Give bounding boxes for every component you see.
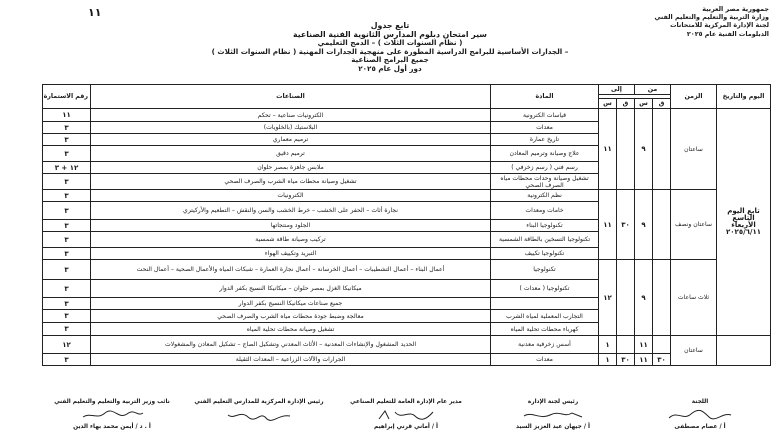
- header-to: إلى: [599, 85, 635, 95]
- subject-cell: قياسات الكترونية: [491, 109, 599, 122]
- handwritten-signature: [224, 408, 294, 422]
- to-hour-cell: ١: [599, 354, 617, 366]
- from-hour-cell: ٩: [635, 260, 653, 336]
- from-minute-cell: ٣٠: [653, 354, 671, 366]
- signatory-name: أ . د / أيمن محمد بهاء الدين: [73, 424, 151, 430]
- signature-block: [42, 399, 770, 430]
- handwritten-signature: [371, 408, 441, 422]
- signature-central-head: [189, 399, 329, 430]
- signatory-name: أ / عصام مصطفى: [674, 424, 726, 430]
- craft-cell: البلاستيك (بالخلويات): [91, 122, 491, 134]
- subject-cell: نظم الكترونية: [491, 190, 599, 202]
- signature-committee-head: [483, 399, 623, 430]
- craft-cell: التبريد وتكييف الهواء: [91, 248, 491, 260]
- from-minute-cell: [653, 190, 671, 260]
- schedule-table: [42, 84, 771, 366]
- header-time: الزمن: [671, 85, 717, 109]
- signature-role: مدير عام الإدارة العامة للتعليم الصناعي: [350, 399, 462, 405]
- ministry-header: [589, 5, 769, 38]
- title-line: تابع جدول: [370, 21, 410, 30]
- form-number-cell: ٣: [43, 190, 91, 202]
- subject-cell: تكنولوجيا التسخين بالطاقة الشمسية: [491, 232, 599, 248]
- header-line: الدبلومات الفنية عام ٢٠٢٥: [686, 29, 769, 38]
- form-number-cell: ٣: [43, 202, 91, 220]
- header-from: من: [635, 85, 671, 95]
- header-to-minute: ق: [617, 99, 635, 109]
- form-number-cell: ٣: [43, 280, 91, 298]
- header-form-number: رقم الاستمارة: [43, 85, 91, 109]
- form-number-cell: ٣: [43, 174, 91, 190]
- to-hour-cell: ١: [599, 336, 617, 354]
- header-day-date: اليوم والتاريخ: [717, 85, 771, 109]
- craft-cell: تشغيل وصيانة محطات مياه الشرب والصرف الصحي: [91, 174, 491, 190]
- time-cell: ساعتان: [671, 109, 717, 190]
- to-minute-cell: [617, 109, 635, 190]
- signature-role: رئيس لجنة الإدارة: [527, 399, 579, 405]
- subject-cell: [491, 298, 599, 310]
- form-number-cell: ٣: [43, 248, 91, 260]
- form-number-cell: ١٢: [43, 336, 91, 354]
- craft-cell: الكترونيات صناعية – تحكم: [91, 109, 491, 122]
- subject-cell: تكنولوجيا ( معدات ): [491, 280, 599, 298]
- from-hour-cell: ٩: [635, 190, 653, 260]
- from-hour-cell: ١١: [635, 354, 653, 366]
- subject-cell: تاريخ عمارة: [491, 134, 599, 146]
- craft-cell: نجارة أثاث – الحفر على الخشب – خرط الخشب والسن والنقش – التطعيم والأركيتري: [91, 202, 491, 220]
- form-number-cell: ٣: [43, 260, 91, 280]
- to-hour-cell: ١٢: [599, 260, 617, 336]
- to-minute-cell: [617, 336, 635, 354]
- from-hour-cell: ١١: [635, 336, 653, 354]
- craft-cell: الحديد المشغول والإنشاءات المعدنية – الأثاث المعدني وتشكيل الصاج – تشكيل المعادن والمشغولات: [91, 336, 491, 354]
- form-number-cell: ٣: [43, 232, 91, 248]
- title-line: سير امتحان دبلوم المدارس الثانوية الفنية الصناعية: [293, 29, 487, 39]
- signatory-name: أ / أماني قرني إبراهيم: [373, 424, 439, 430]
- subject-cell: معدات: [491, 122, 599, 134]
- header-subject: المادة: [491, 85, 599, 109]
- title-line: – الجدارات الأساسية للبرامج الدراسية المطورة على منهجية الجدارات المهنية ( نظام السنوات الثلاث ): [211, 46, 569, 56]
- header-to-hour: س: [599, 99, 617, 109]
- form-number-cell: ٣: [43, 146, 91, 162]
- title-line: دور أول عام ٢٠٢٥: [358, 63, 422, 73]
- signatory-name: أ / جيهان عبد العزيز السيد: [516, 424, 590, 430]
- subject-cell: تكنولوجيا البناء: [491, 220, 599, 232]
- from-minute-cell: [653, 260, 671, 336]
- from-minute-cell: [653, 109, 671, 190]
- subject-cell: كهرباء محطات تحلية المياه: [491, 323, 599, 336]
- header-line: لجنة الإدارة المركزية للامتحانات: [670, 21, 769, 30]
- subject-cell: أسس زخرفية معدنية: [491, 336, 599, 354]
- craft-cell: ملابس جاهزة بمصر حلوان: [91, 162, 491, 174]
- craft-cell: ترميم معماري: [91, 134, 491, 146]
- header-line: وزارة التربية والتعليم والتعليم الفني: [654, 13, 769, 22]
- to-hour-cell: ١١: [599, 109, 617, 190]
- page-number: ١١: [88, 6, 102, 19]
- from-hour-cell: ٩: [635, 109, 653, 190]
- signature-role: اللجنة: [691, 399, 709, 405]
- subject-cell: علاج وصيانة وترميم المعادن: [491, 146, 599, 162]
- form-number-cell: ١١: [43, 109, 91, 122]
- title-line: جميع البرامج الصناعية: [351, 55, 429, 65]
- craft-cell: معالجة وضبط جودة محطات مياه الشرب والصرف الصحي: [91, 310, 491, 323]
- signature-general-director: [336, 399, 476, 430]
- header-crafts: الصناعات: [91, 85, 491, 109]
- craft-cell: ميكانيكا الغزل بمصر حلوان – ميكانيكا النسيج بكفر الدوار: [91, 280, 491, 298]
- subject-cell: تكنولوجيا: [491, 260, 599, 280]
- craft-cell: ترميم دقيق: [91, 146, 491, 162]
- form-number-cell: ٣: [43, 310, 91, 323]
- header-line: جمهورية مصر العربية: [702, 5, 769, 13]
- craft-cell: أعمال البناء – أعمال التشطيبات – أعمال الخرسانة – أعمال نجارة العمارة – شبكات المياه والأعمال الصحية – أعمال النحت: [91, 260, 491, 280]
- craft-cell: الجلود ومنتجاتها: [91, 220, 491, 232]
- subject-cell: رسم فني ( رسم زخرفي ): [491, 162, 599, 174]
- signature-role: نائب وزير التربية والتعليم والتعليم الفني: [54, 399, 170, 405]
- subject-cell: تكنولوجيا تكييف: [491, 248, 599, 260]
- handwritten-signature: [518, 408, 588, 422]
- from-minute-cell: [653, 336, 671, 354]
- form-number-cell: ٣: [43, 122, 91, 134]
- time-cell: ساعتان ونصف: [671, 190, 717, 260]
- subject-cell: تشغيل وصيانة وحدات محطات مياه الصرف الصحي: [491, 174, 599, 190]
- handwritten-signature: [665, 408, 735, 422]
- signature-role: رئيس الإدارة المركزية للمدارس التعليم الفني: [194, 399, 324, 405]
- subject-cell: التجارب المعملية لمياه الشرب: [491, 310, 599, 323]
- time-cell: ثلاث ساعات: [671, 260, 717, 336]
- document-titles: [175, 22, 605, 74]
- form-number-cell: ١٢ + ٣: [43, 162, 91, 174]
- handwritten-signature: [77, 408, 147, 422]
- craft-cell: جميع صناعات ميكانيكا النسيج بكفر الدوار: [91, 298, 491, 310]
- day-continuation-cell: [717, 336, 771, 366]
- signature-deputy-minister: [42, 399, 182, 430]
- form-number-cell: ٣: [43, 298, 91, 310]
- craft-cell: تشغيل وصيانة محطات تحلية المياه: [91, 323, 491, 336]
- header-from-minute: ق: [653, 99, 671, 109]
- signature-committee: [630, 399, 770, 430]
- subject-cell: خامات ومعدات: [491, 202, 599, 220]
- time-cell: ساعتان: [671, 336, 717, 366]
- to-minute-cell: ٣٠: [617, 354, 635, 366]
- title-line: ( نظام السنوات الثلاث ) – الدمج التعليمي: [317, 38, 463, 48]
- craft-cell: الجرارات والآلات الزراعية – المعدات الثقيلة: [91, 354, 491, 366]
- subject-cell: معدات: [491, 354, 599, 366]
- header-from-hour: س: [635, 99, 653, 109]
- to-hour-cell: ١١: [599, 190, 617, 260]
- craft-cell: الكترونيات: [91, 190, 491, 202]
- form-number-cell: ٣: [43, 134, 91, 146]
- to-minute-cell: [617, 260, 635, 336]
- form-number-cell: ٣: [43, 220, 91, 232]
- to-minute-cell: ٣٠: [617, 190, 635, 260]
- day-date-cell: تابع اليوم التاسع الأربعاء ٢٠٢٥/٦/١١: [717, 109, 771, 336]
- craft-cell: تركيب وصيانة طاقة شمسية: [91, 232, 491, 248]
- form-number-cell: ٣: [43, 323, 91, 336]
- form-number-cell: ٣: [43, 354, 91, 366]
